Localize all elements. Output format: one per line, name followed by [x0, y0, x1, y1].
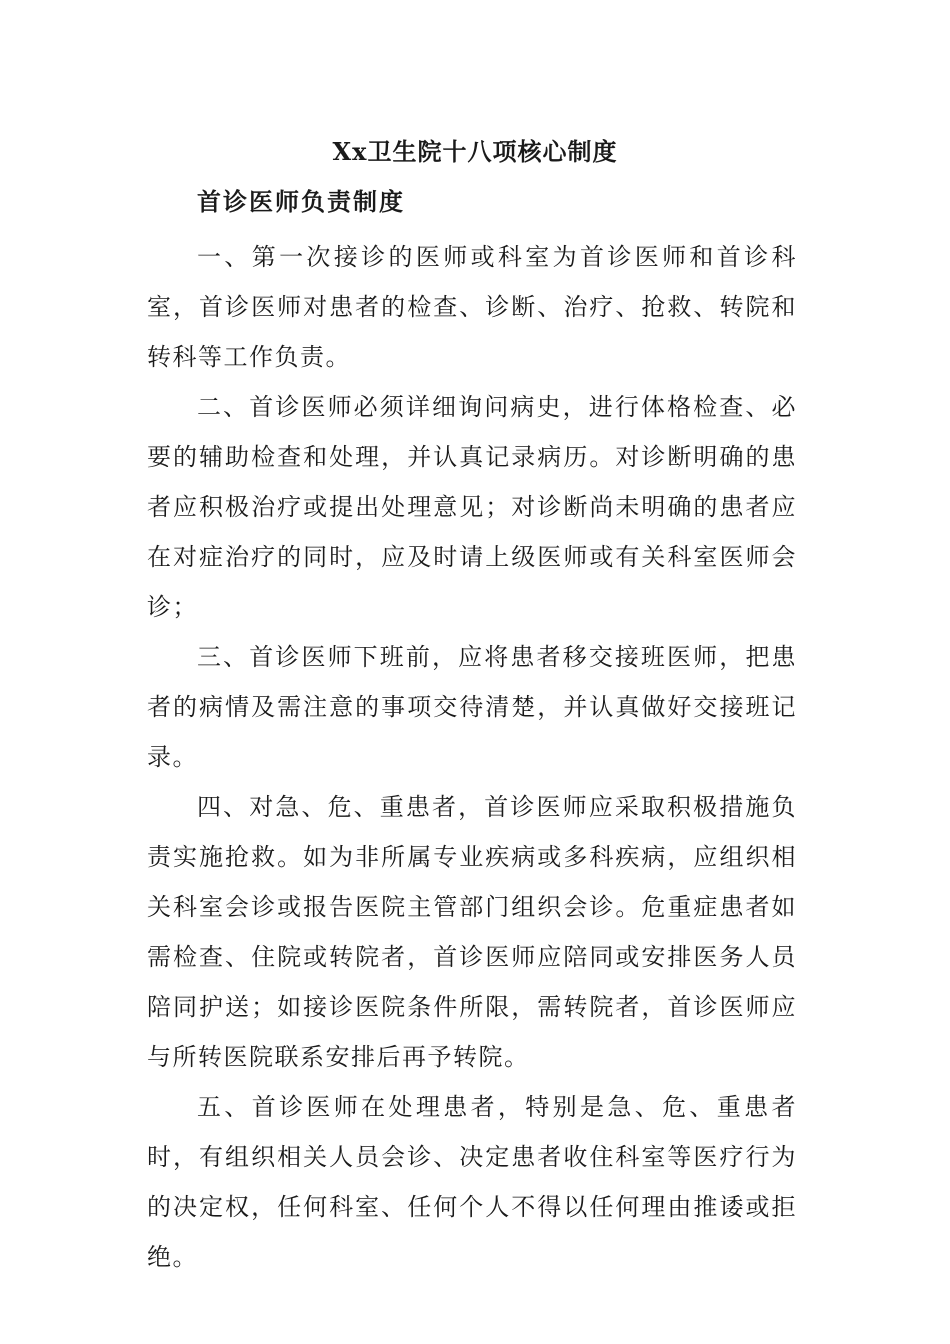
paragraph-4: 四、对急、危、重患者，首诊医师应采取积极措施负责实施抢救。如为非所属专业疾病或多科疾病，应组织相关科室会诊或报告医院主管部门组织会诊。危重症患者如需检查、住院或转院者，首诊医师应陪同或安排医务人员陪同护送；如接诊医院条件所限，需转院者，首诊医师应与所转医院联系安排后再予转院。 — [147, 793, 797, 1071]
paragraph-2: 二、首诊医师必须详细询问病史，进行体格检查、必要的辅助检查和处理，并认真记录病历。对诊断明确的患者应积极治疗或提出处理意见；对诊断尚未明确的患者应在对症治疗的同时，应及时请上级医师或有关科室医师会诊； — [147, 393, 797, 621]
document-body — [147, 232, 797, 1282]
paragraph-1: 一、第一次接诊的医师或科室为首诊医师和首诊科室，首诊医师对患者的检查、诊断、治疗、抢救、转院和转科等工作负责。 — [147, 243, 797, 371]
paragraph-5: 五、首诊医师在处理患者，特别是急、危、重患者时，有组织相关人员会诊、决定患者收住科室等医疗行为的决定权，任何科室、任何个人不得以任何理由推诿或拒绝。 — [147, 1093, 797, 1271]
section-heading: 首诊医师负责制度 — [197, 187, 405, 216]
document-title: Xx卫生院十八项核心制度 — [332, 137, 618, 166]
paragraph-3: 三、首诊医师下班前，应将患者移交接班医师，把患者的病情及需注意的事项交待清楚，并认真做好交接班记录。 — [147, 643, 797, 771]
